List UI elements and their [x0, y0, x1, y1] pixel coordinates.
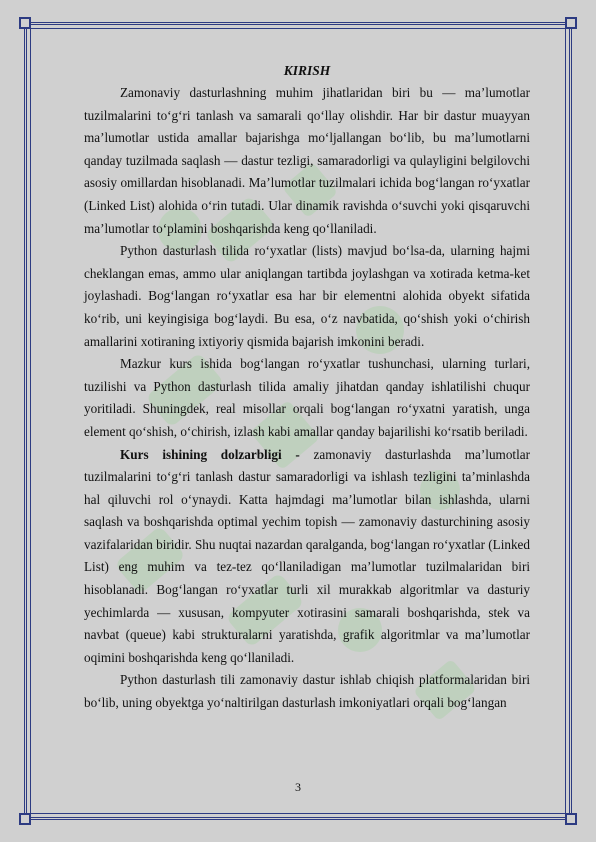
paragraph-python-platform: Python dasturlash tili zamonaviy dastur ishlab chiqish platformalaridan biri bo‘lib, uning obyektga yo‘naltirilgan dasturlash imkoniyatlari orqali bog‘langan	[84, 672, 530, 711]
corner-ornament-top-left	[19, 17, 31, 29]
corner-ornament-bottom-left	[19, 813, 31, 825]
document-body	[84, 60, 530, 715]
paragraph-course-scope: Mazkur kurs ishida bog‘langan ro‘yxatlar tushunchasi, ularning turlari, tuzilishi va Python dasturlash tilida amaliy jihatdan qanday ishlatilishi chuqur yoritiladi. Shuningdek, real misollar orqali bog‘langan ro‘yxatni yaratish, unga element qo‘shish, o‘chirish, izlash kabi amallar qanday bajarilishi ko‘rsatib beriladi.	[84, 356, 530, 439]
corner-ornament-bottom-right	[565, 813, 577, 825]
corner-ornament-top-right	[565, 17, 577, 29]
relevance-lead: Kurs ishining dolzarbligi -	[120, 446, 300, 462]
page-number: 3	[295, 780, 301, 794]
paragraph-relevance	[84, 444, 530, 670]
paragraph-intro: Zamonaviy dasturlashning muhim jihatlaridan biri bu — ma’lumotlar tuzilmalarini to‘g‘ri tanlash va samarali qo‘llay olishdir. Har bir dastur muayyan ma’lumotlar ustida amallar bajarishga mo‘ljallangan bo‘lib, bu ma’lumotlarni qanday tuzilmada saqlash — dastur tezligi, samaradorligi va qulayligini belgilovchi asosiy omillardan hisoblanadi. Ma’lumotlar tuzilmalari ichida bog‘langan ro‘yxatlar (Linked List) alohida o‘rin tutadi. Ular dinamik ravishda o‘suvchi yoki qisqaruvchi ma’lumotlar to‘plamini boshqarishda keng qo‘llaniladi.	[84, 85, 530, 236]
paragraph-python-lists: Python dasturlash tilida ro‘yxatlar (lists) mavjud bo‘lsa-da, ularning hajmi cheklangan emas, ammo ular aniqlangan tartibda joylashgan va xotirada ketma-ket joylashadi. Bog‘langan ro‘yxatlar esa har bir elementni alohida obyekt sifatida ko‘rib, uni keyingisiga bog‘laydi. Bu esa, o‘z navbatida, qo‘shish yoki o‘chirish amallarini xotiraning ixtiyoriy qismida bajarish imkonini beradi.	[84, 243, 530, 349]
section-title: KIRISH	[283, 63, 331, 78]
relevance-text: zamonaviy dasturlashda ma’lumotlar tuzilmalarini to‘g‘ri tanlash dastur samaradorligi va ishlash tezligini ta’minlashda hal qiluvchi rol o‘ynaydi. Katta hajmdagi ma’lumotlar bilan ishlashda, ularni saqlash va boshqarishda optimal yechim topish — zamonaviy dasturchining asosiy vazifalaridan biridir. Shu nuqtai nazardan qaralganda, bog‘langan ro‘yxatlar (Linked List) eng muhim va tez-tez qo‘llaniladigan ma’lumotlar tuzilmalaridan biri hisoblanadi. Bog‘langan ro‘yxatlar turli xil murakkab algoritmlar va dasturiy yechimlarda — xususan, kompyuter xotirasini samarali boshqarishda, stek va navbat (queue) kabi strukturalarni yaratishda, grafik algoritmlar va ma’lumotlar oqimini boshqarishda keng qo‘llaniladi.	[84, 446, 530, 665]
